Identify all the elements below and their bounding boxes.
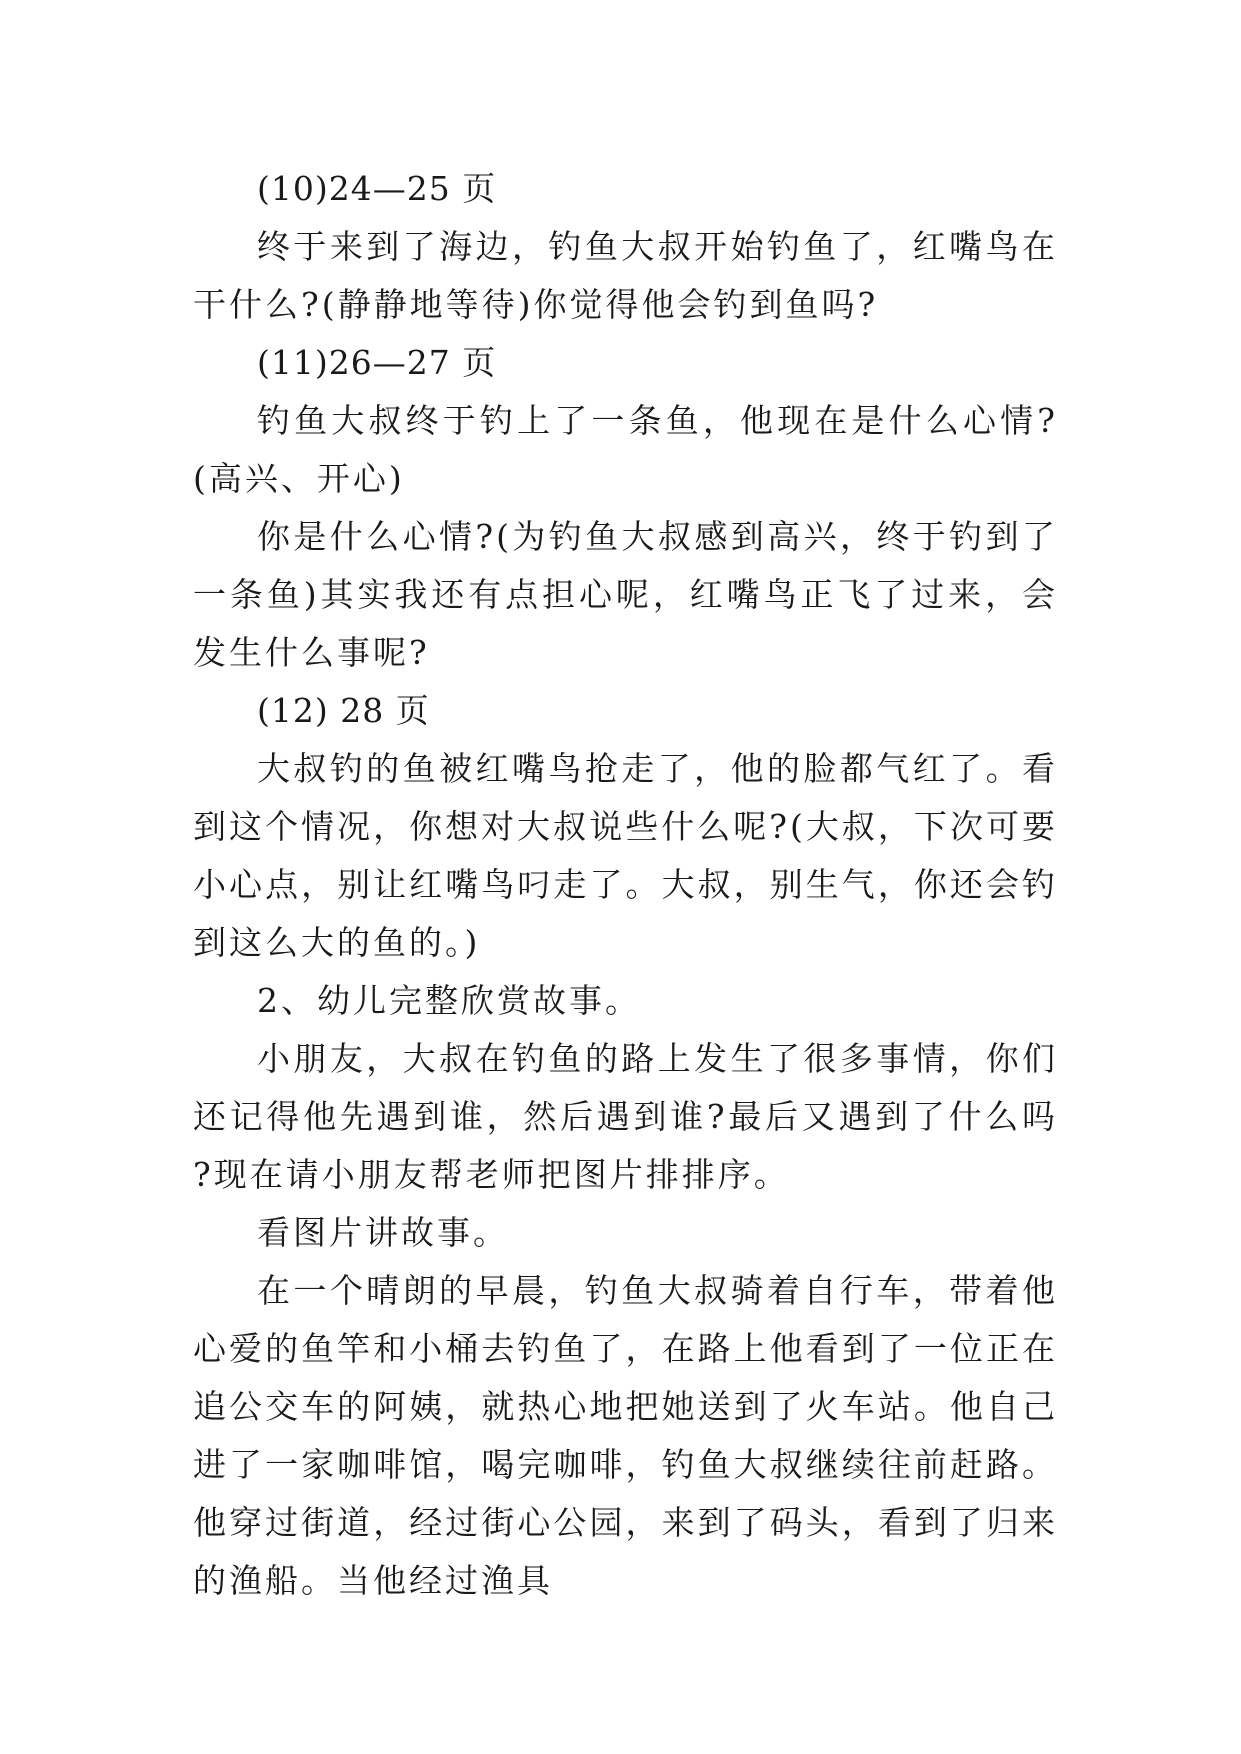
paragraph-fishing-begins: 终于来到了海边，钓鱼大叔开始钓鱼了，红嘴鸟在干什么?(静静地等待)你觉得他会钓到鱼吗? xyxy=(193,227,1058,324)
page-reference-10: (10)24—25 页 xyxy=(257,169,497,208)
page-reference-12: (12) 28 页 xyxy=(257,691,430,730)
paragraph-your-feeling: 你是什么心情?(为钓鱼大叔感到高兴，终于钓到了一条鱼)其实我还有点担心呢，红嘴鸟正飞了过来，会发生什么事呢? xyxy=(193,517,1058,672)
paragraph-fish-stolen: 大叔钓的鱼被红嘴鸟抢走了，他的脸都气红了。看到这个情况，你想对大叔说些什么呢?(大叔，下次可要小心点，别让红嘴鸟叼走了。大叔，别生气，你还会钓到这么大的鱼的。) xyxy=(193,749,1058,962)
section-heading-complete-story: 2、幼儿完整欣赏故事。 xyxy=(257,981,641,1020)
paragraph-sort-pictures: 小朋友，大叔在钓鱼的路上发生了很多事情，你们还记得他先遇到谁，然后遇到谁?最后又遇到了什么吗?现在请小朋友帮老师把图片排排序。 xyxy=(193,1039,1058,1194)
paragraph-tell-story: 看图片讲故事。 xyxy=(257,1213,509,1252)
paragraph-caught-fish: 钓鱼大叔终于钓上了一条鱼，他现在是什么心情? (高兴、开心) xyxy=(193,401,1058,498)
document-body xyxy=(193,160,1058,1610)
page-reference-11: (11)26—27 页 xyxy=(257,343,497,382)
paragraph-story-text: 在一个晴朗的早晨，钓鱼大叔骑着自行车，带着他心爱的鱼竿和小桶去钓鱼了，在路上他看到了一位正在追公交车的阿姨，就热心地把她送到了火车站。他自己进了一家咖啡馆，喝完咖啡，钓鱼大叔继续往前赶路。他穿过街道，经过街心公园，来到了码头，看到了归来的渔船。当他经过渔具 xyxy=(193,1271,1058,1600)
